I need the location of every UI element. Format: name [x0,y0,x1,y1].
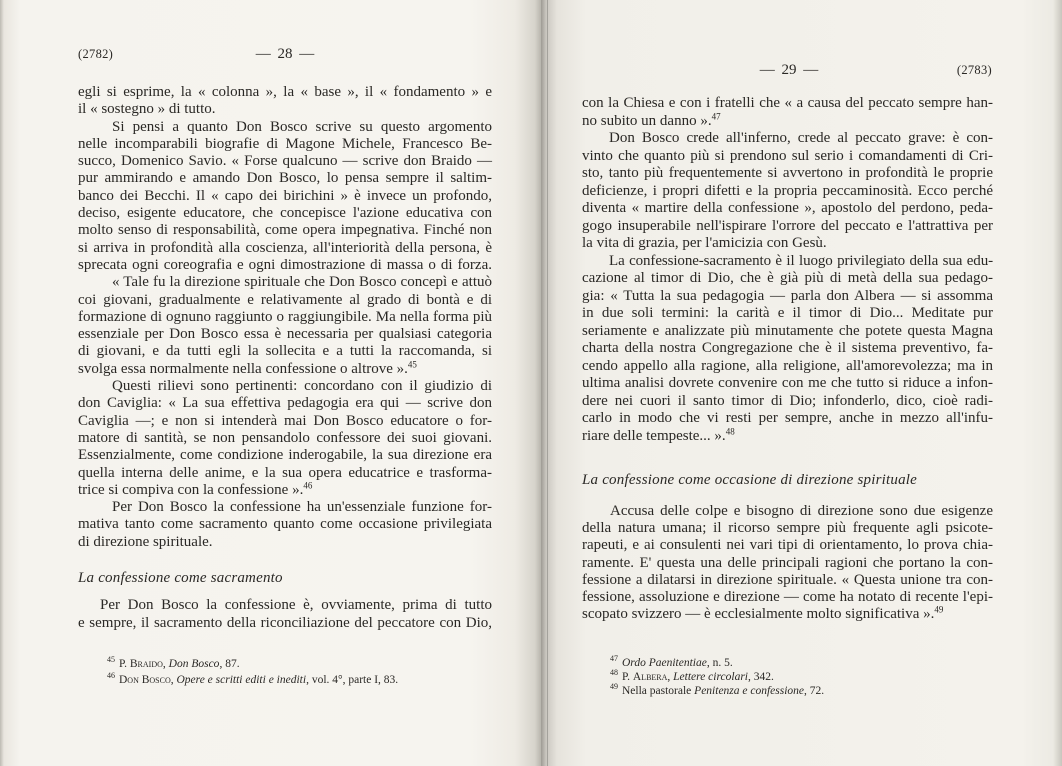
text-line [78,499,492,516]
text-line [78,395,492,412]
section-heading: La confessione come sacramento [78,570,283,586]
line-text: cazione al timor di Dio, che è già più di metà della sua pedago- [582,270,993,286]
footnote-reference: 45 [407,359,417,370]
line-text: don Caviglia: « La sua effettiva pedagogia era qui — scrive don [78,395,492,412]
line-text: deficienze, i propri difetti e la propria peccaminosità. Ecco perché [582,182,993,199]
footnote-reference: 46 [303,480,313,491]
footnote-text: , 342. [748,671,774,683]
line-text: trice si compiva con la confessione ». [78,481,304,498]
text-line [78,274,492,291]
line-text: quella interna delle anime, e la sua opera educatrice e trasforma- [78,464,492,481]
section-heading: La confessione come occasione di direzione spirituale [582,472,917,488]
text-line [582,270,993,288]
text-line [78,596,492,614]
line-text: pur ammirando e amando Don Bosco, lo pensa sempre il saltim- [78,170,492,187]
line-text: mativa tanto come sacramento quanto come occasione privilegiata [78,516,492,533]
text-line [78,188,492,205]
text-line [582,113,993,131]
text-line [78,153,492,170]
text-line [582,95,993,113]
line-text: in due soli termini: la carità e il timor di Dio... Meditate pur [582,305,993,321]
line-text: seriamente e analizzate più minutamente che potete questa Magna [582,322,993,339]
footnotes [610,656,824,698]
footnote-text: , n. 5. [706,657,733,669]
line-text: « Tale fu la direzione spirituale che Don Bosco concepì e attuò [112,274,492,291]
text-line [582,606,993,623]
line-text: Si pensi a quanto Don Bosco scrive su questo argomento [112,118,492,135]
text-line [78,257,492,274]
text-line [582,288,993,306]
text-line [78,240,492,257]
footnote-text: Albera [632,671,668,683]
text-line [78,170,492,187]
page-code: (2783) [956,63,992,77]
footnote [610,656,824,670]
footnote-reference: 48 [725,426,735,437]
text-line [582,410,993,428]
footnote-text: , 72. [804,685,825,697]
text-line [78,447,492,464]
line-text: essenziale per Don Bosco essa è necessaria per qualsiasi categoria [78,326,492,343]
line-text: charta della nostra Congregazione che è il sistema preventivo, fa- [582,340,993,356]
text-line [582,572,993,589]
page-gutter-shadow [547,0,548,766]
line-text: diventa « martire della confessione », apostolo del perdono, peda- [582,200,993,216]
line-text: Essenzialmente, come condizione inderogabile, la sua direzione era [78,447,492,464]
text-line [582,537,993,554]
text-line [78,614,492,632]
body-text-after-heading [78,596,492,632]
text-line [582,200,993,218]
text-line [78,84,492,101]
line-text: no subito un danno ». [582,112,712,129]
footnote-text: Ordo Paenitentiae [622,657,707,669]
footnote-number: 49 [610,682,618,692]
text-line [582,235,993,253]
text-line [78,119,492,136]
line-text: coi giovani, gradualmente e relativamente al grado di bontà e di [78,291,492,308]
footnote [610,684,824,698]
line-text: fessione a dilatarsi in direzione spirituale. « Questa unione tra con- [582,571,993,588]
line-text: gia: « Tutta la sua pedagogia — parla don Albera — si assomma [582,287,993,304]
line-text: succo, Domenico Savio. « Forse qualcuno — scrive don Braido — [78,153,492,170]
body-text-after-heading [582,503,993,623]
line-text: scopato svizzero — è ecclesialmente molto significativa ». [582,606,935,623]
footnote-text: Lettere circolari [673,671,748,683]
line-text: Questi rilievi sono pertinenti: concordano con il giudizio di [112,378,492,395]
line-text: e sempre, il sacramento della riconciliazione del peccatore con Dio, [78,615,492,631]
line-text: nelle incomparabili biografie di Magone Michele, Francesco Be- [78,135,492,152]
line-text: La confessione-sacramento è il luogo privilegiato della sua edu- [609,252,993,269]
page-code: (2782) [78,47,114,61]
text-line [78,361,492,378]
text-line [78,222,492,239]
text-line [582,375,993,393]
line-text: Per Don Bosco la confessione è, ovviamente, prima di tutto [100,597,492,613]
footnote [107,656,398,672]
text-line [582,323,993,341]
text-line [582,130,993,148]
footnote-text: P. [119,658,130,670]
text-line [582,503,993,520]
footnote [610,670,824,684]
text-line [78,326,492,343]
text-line [582,393,993,411]
page-number: — 28 — [255,46,315,62]
text-line [78,534,492,551]
line-text: cendo appello alla ragione, alla religione, all'amorevolezza; ma in [582,357,993,374]
footnote [107,672,398,688]
footnote-text: P. [622,671,633,683]
footnote-number: 46 [107,671,115,681]
line-text: la vita di grazia, per l'amicizia con Gesù. [582,235,827,251]
footnote-text: , 87. [219,658,240,670]
footnote-text: Nella pastorale [622,685,695,697]
line-text: della natura umana; il ricorso sempre più frequente agli psicote- [582,520,993,537]
footnote-text: , [170,674,177,686]
line-text: di direzione spirituale. [78,533,213,550]
footnote-text: Don Bosco [168,658,220,670]
line-text: con la Chiesa e con i fratelli che « a causa del peccato sempre han- [582,95,993,111]
text-line [78,101,492,118]
line-text: ultima analisi dovrete convenire con me che tutto si riduce a infon- [582,375,993,391]
line-text: ramente. E' questa una delle principali ragioni che portano la con- [582,554,993,571]
text-line [78,292,492,309]
text-line [582,165,993,183]
line-text: il « sostegno » di tutto. [78,101,216,118]
line-text: molto senso di responsabilità, come opera impegnativa. Finché non [78,222,492,239]
footnote-text: Opere e scritti editi e inediti [176,674,307,686]
text-line [582,183,993,201]
text-line [582,148,993,166]
footnotes [107,656,398,688]
text-line [78,378,492,395]
footnote-text: Penitenza e confessione [694,685,805,697]
text-line [582,520,993,537]
text-line [582,428,993,446]
text-line [582,218,993,236]
line-text: deciso, esigente educatore, che concepisce l'azione educativa con [78,205,492,222]
footnote-text: Don Bosco [119,674,171,686]
footnote-text: Braido [129,658,163,670]
line-text: Per Don Bosco la confessione ha un'essenziale funzione for- [112,499,492,516]
page-number: — 29 — [759,62,819,78]
line-text: Caviglia —; e non si intenderà mai Don Bosco educatore o for- [78,412,492,429]
text-line [78,343,492,360]
line-text: formazione di ognuno raggiunto o raggiungibile. Ma nella forma più [78,308,492,325]
line-text: carlo in modo che vi resti per sempre, anche in mezzo all'infu- [582,410,993,426]
text-line [78,482,492,499]
text-line [78,430,492,447]
footnote-number: 48 [610,668,618,678]
line-text: svolga essa normalmente nella confessione o altrove ». [78,360,408,377]
text-line [78,309,492,326]
right-page [541,0,1062,766]
line-text: sprecata ogni coreografia e ogni dimostrazione di massa o di forza. [78,256,492,273]
footnote-text: , vol. 4°, parte I, 83. [306,674,399,686]
line-text: matore di santità, se non pensandolo confessore dei suoi giovani. [78,429,492,446]
line-text: si arriva in profondità alla coscienza, all'interiorità della persona, è [78,239,492,256]
line-text: fessione, assoluzione e direzione — come ha notato di recente l'epi- [582,589,993,606]
text-line [78,516,492,533]
text-line [582,253,993,271]
text-line [582,358,993,376]
footnote-text: , [162,658,169,670]
line-text: di giovani, e da tutti egli la sollecita e a tutti la raccomanda, si [78,343,492,360]
line-text: egli si esprime, la « colonna », la « base », il « fondamento » e [78,84,492,100]
text-line [78,465,492,482]
body-text [582,95,993,445]
line-text: Accusa delle colpe e bisogno di direzione sono due esigenze [610,503,993,519]
text-line [582,555,993,572]
body-text [78,84,492,551]
line-text: dere nei cuori il santo timor di Dio; infonderlo, dico, cioè radi- [582,392,993,409]
footnote-reference: 49 [934,604,944,615]
line-text: vinto che quanto più si prendono sul serio i comandamenti di Cri- [582,147,993,164]
line-text: sto, tanto più frequentemente si avvertono in profondità le proprie [582,165,993,181]
line-text: Don Bosco crede all'inferno, crede al peccato grave: è con- [609,130,993,146]
text-line [582,305,993,323]
line-text: riare delle tempeste... ». [582,427,726,444]
text-line [78,205,492,222]
footnote-number: 47 [610,654,618,664]
line-text: gogo insuperabile nell'ispirare l'orrore del peccato e l'attrattiva per [582,217,993,234]
text-line [582,589,993,606]
line-text: rapeuti, e ai consulenti nei vari tipi di orientamento, lo prova chia- [582,537,993,554]
text-line [582,340,993,358]
footnote-number: 45 [107,655,115,665]
footnote-reference: 47 [711,111,721,122]
text-line [78,136,492,153]
text-line [78,413,492,430]
footnote-text: , [667,671,674,683]
line-text: banco dei Becchi. Il « capo dei birichini » è invece un profondo, [78,187,492,204]
